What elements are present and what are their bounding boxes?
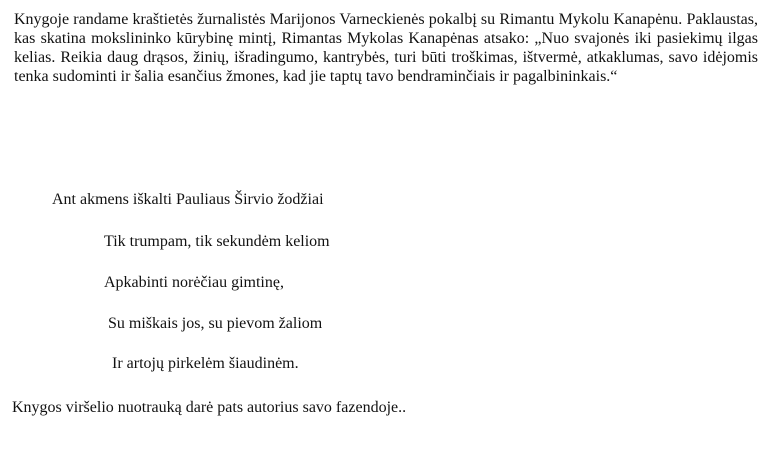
poem-line-1: Tik trumpam, tik sekundėm keliom <box>104 233 330 250</box>
cover-photo-note: Knygos viršelio nuotrauką darė pats autorius savo fazendoje.. <box>12 399 407 416</box>
poem-line-3: Su miškais jos, su pievom žaliom <box>108 315 323 332</box>
intro-paragraph: Knygoje randame kraštietės žurnalistės Marijonos Varneckienės pokalbį su Rimantu Mykolu Kanapėnu. Paklaustas, kas skatina mokslininko kūrybinę mintį, Rimantas Mykolas Kanapėnas atsako: „Nuo svajonės iki pasiekimų ilgas kelias. Reikia daug drąsos, žinių, išradingumo, kantrybės, turi būti troškimas, ištvermė, atkaklumas, savo idėjomis tenka sudominti ir šalia esančius žmones, kad jie taptų tavo bendraminčiais ir pagalbininkais.“ <box>14 11 758 85</box>
poem-line-2: Apkabinti norėčiau gimtinę, <box>104 274 284 291</box>
stone-inscription-heading: Ant akmens iškalti Pauliaus Širvio žodžiai <box>52 191 324 208</box>
poem-line-4: Ir artojų pirkelėm šiaudinėm. <box>112 355 299 372</box>
